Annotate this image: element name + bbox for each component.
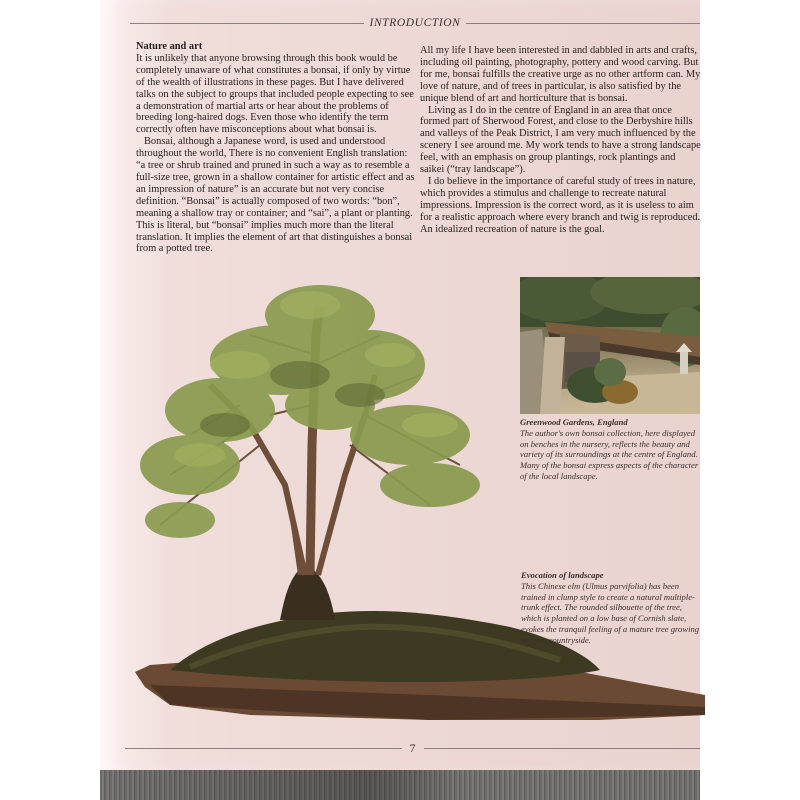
fabric-background (100, 770, 700, 800)
paragraph: I do believe in the importance of careful study of trees in nature, which provides a stimulus and challenge to recreate natural impressions. Impression is the correct word, as it is useless to aim for a realistic approach where every branch and twig is reproduced. An idealized recreation of nature is the goal. (420, 175, 701, 235)
right-text-column (420, 45, 702, 236)
footer-rule-left (125, 748, 402, 749)
running-header (130, 14, 700, 32)
elm-caption-title: Evocation of landscape (521, 570, 604, 580)
bonsai-elm-photo (130, 275, 705, 730)
paragraph: All my life I have been interested in and dabbled in arts and crafts, including oil painting, photography, pottery and wood carving. But for me, bonsai fulfills the creative urge as no other artform can. My love of nature, and of trees in particular, is also satisfied by the unique blend of art and horticulture that is bonsai. (420, 45, 701, 104)
page-number: 7 (409, 740, 416, 755)
elm-caption-text: This Chinese elm (Ulmus parvifolia) has been trained in clump style to create a natural multiple-trunk effect. The rounded silhouette of the tree, which is planted on a low base of Cornish slate, evokes the tranquil feeling of a mature tree growing in open countryside. (521, 580, 700, 645)
page-footer (125, 740, 700, 756)
paragraph: Living as I do in the centre of England in an area that once formed part of Sherwood Forest, and close to the Derbyshire hills and valleys of the Peak District, I am very much influenced by the scenery I see around me. My work tends to have a strong landscape feel, with an emphasis on group plantings, rock plantings and saikei (“tray landscape”). (420, 104, 701, 176)
book-page (100, 0, 700, 772)
header-rule-left (130, 23, 364, 24)
elm-caption (521, 570, 703, 646)
header-rule-right (466, 23, 700, 24)
paragraph: It is unlikely that anyone browsing through this book would be completely unaware of what constitutes a bonsai, if only by virtue of the wealth of illustrations in these pages. But I have delivered talks on the subject to groups that included people expecting to see a demonstration of martial arts or hear about the problems of breeding long-haired dogs. Even those who identify the term correctly often have misconceptions about what bonsai is. (136, 52, 414, 136)
paragraph: Bonsai, although a Japanese word, is used and understood throughout the world, There is no convenient English translation: “a tree or shrub trained and pruned in such a way as to resemble a full-size tree, grown in a shallow container for artistic effect and as an impression of nature” is an accurate but not very concise definition. “Bonsai” is actually composed of two words: “bon”, meaning a shallow tray or container; and “sai”, a plant or planting. This is literal, but “bonsai” implies much more than the literal translation. It implies the element of art that distinguishes a bonsai from a potted tree. (136, 136, 415, 255)
footer-rule-right (424, 748, 701, 749)
running-header-title: INTRODUCTION (369, 17, 461, 29)
section-heading: Nature and art (136, 41, 203, 52)
garden-caption-text: The author's own bonsai collection, here displayed on benches in the nursery, reflects the beauty and variety of its surroundings at the centre of England. Many of the bonsai express aspects of the character of the local landscape. (520, 427, 699, 481)
left-text-column (136, 41, 419, 255)
garden-caption-title: Greenwood Gardens, England (520, 417, 628, 427)
